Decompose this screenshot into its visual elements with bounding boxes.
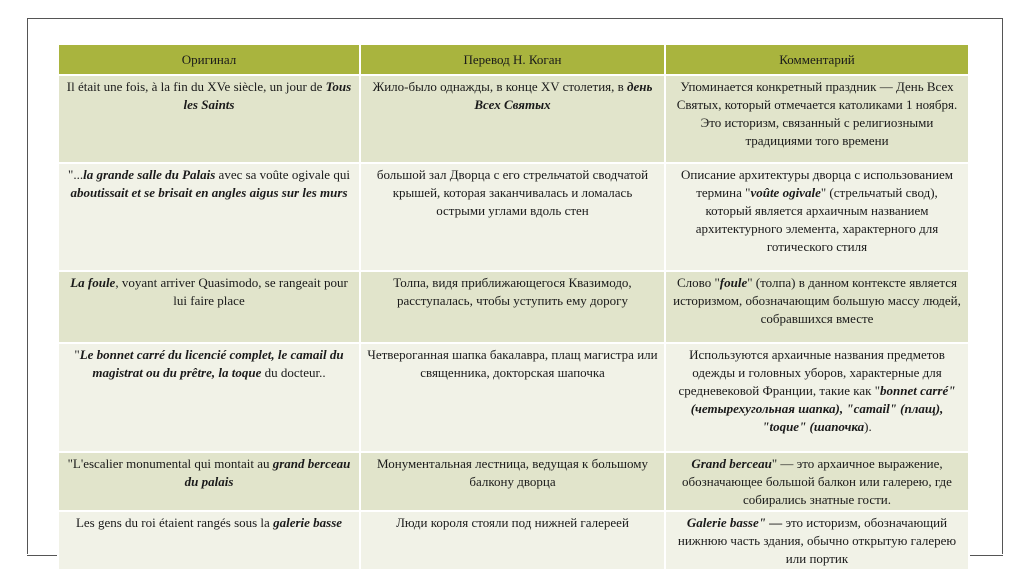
comment-cell: Слово "foule" (толпа) в данном контексте является историзмом, обозначающим большую массу людей, собравшихся вместе (665, 271, 969, 343)
header-translation: Перевод Н. Коган (360, 44, 665, 75)
table-row (58, 343, 969, 452)
comment-cell: Описание архитектуры дворца с использованием термина "voûte ogivale" (стрельчатый свод), который является архаичным названием архитектурного элемента, характерного для готического стиля (665, 163, 969, 271)
original-cell: "...la grande salle du Palais avec sa voûte ogivale qui aboutissait et se brisait en angles aigus sur les murs (58, 163, 360, 271)
comment-cell: Упоминается конкретный праздник — День Всех Святых, который отмечается католиками 1 ноября. Это историзм, связанный с религиозными традициями того времени (665, 75, 969, 163)
original-cell: La foule, voyant arriver Quasimodo, se rangeait pour lui faire place (58, 271, 360, 343)
header-comment: Комментарий (665, 44, 969, 75)
comment-cell: Используются архаичные названия предметов одежды и головных уборов, характерные для средневековой Франции, такие как "bonnet carré" (четырехугольная шапка), "camail" (плащ), "toque" (шапочка). (665, 343, 969, 452)
table-row (58, 163, 969, 271)
original-cell: "Le bonnet carré du licencié complet, le camail du magistrat ou du prêtre, la toque du docteur.. (58, 343, 360, 452)
table-row (58, 511, 969, 570)
translation-cell: Жило-было однажды, в конце XV столетия, в день Всех Святых (360, 75, 665, 163)
translation-cell: Четвероганная шапка бакалавра, плащ магистра или священника, докторская шапочка (360, 343, 665, 452)
translation-cell: Монументальная лестница, ведущая к большому балкону дворца (360, 452, 665, 511)
original-cell: "L'escalier monumental qui montait au grand berceau du palais (58, 452, 360, 511)
original-cell: Il était une fois, à la fin du XVe siècle, un jour de Tous les Saints (58, 75, 360, 163)
header-row (58, 44, 969, 75)
comment-cell: Galerie basse" — это историзм, обозначающий нижнюю часть здания, обычно открытую галерею или портик (665, 511, 969, 570)
table-row (58, 452, 969, 511)
table-row (58, 75, 969, 163)
original-cell: Les gens du roi étaient rangés sous la galerie basse (58, 511, 360, 570)
header-original: Оригинал (58, 44, 360, 75)
comment-cell: Grand berceau" — это архаичное выражение, обозначающее большой балкон или галерею, где собирались знатные гости. (665, 452, 969, 511)
translation-cell: большой зал Дворца с его стрельчатой сводчатой крышей, которая заканчивалась и ломалась острыми углами вдоль стен (360, 163, 665, 271)
translation-cell: Толпа, видя приближающегося Квазимодо, расступалась, чтобы уступить ему дорогу (360, 271, 665, 343)
table-row (58, 271, 969, 343)
comparison-table (57, 43, 970, 571)
translation-cell: Люди короля стояли под нижней галереей (360, 511, 665, 570)
